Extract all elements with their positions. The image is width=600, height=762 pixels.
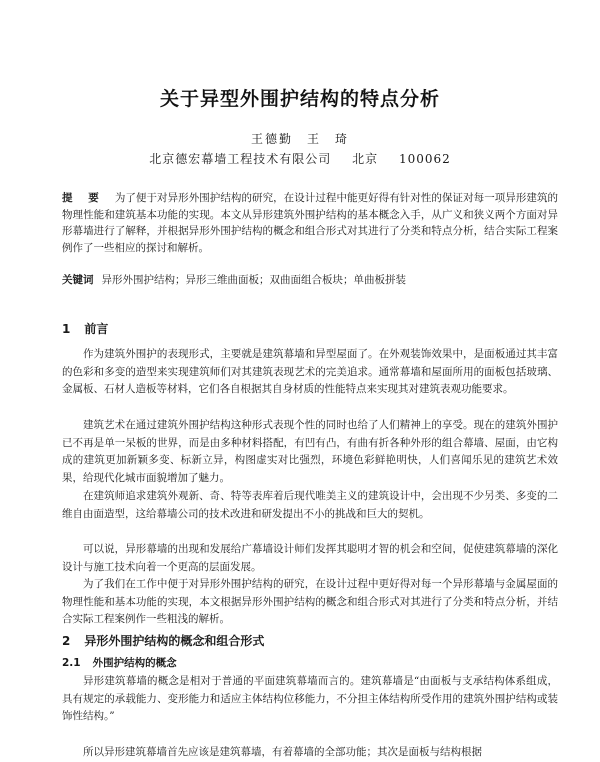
abstract-label: 提 要 <box>62 192 105 204</box>
section-number: 1 <box>62 322 71 336</box>
affiliation-postcode: 100062 <box>398 152 451 166</box>
affiliation-city: 北京 <box>352 152 379 166</box>
section-2-heading <box>62 632 264 649</box>
section-1-paragraph: 在建筑师追求建筑外观新、奇、特等表库着后现代唯美主义的建筑设计中，会出现不少另类、多变的二维自由面造型，这给幕墙公司的技术改进和研发提出不小的挑战和巨大的契机。 <box>62 490 558 520</box>
section-1-paragraph: 作为建筑外围护的表现形式，主要就是建筑幕墙和异型屋面了。在外观装饰效果中，是面板通过其丰富的色彩和多变的造型来实现建筑师们对其建筑表现艺术的完美追求。通常幕墙和屋面所用的面板包括玻璃、金属板、石材人造板等材料，它们各自根据其自身材质的性能特点来实现其对建筑表观功能要求。 <box>62 348 558 395</box>
subsection-number: 2.1 <box>62 657 81 669</box>
paper-affiliation <box>0 150 600 167</box>
section-title: 前言 <box>84 322 109 336</box>
keywords-label: 关键词 <box>62 274 94 286</box>
abstract-text: 为了便于对异形外围护结构的研究，在设计过程中能更好得有针对性的保证对每一项异形建筑的物理性能和建筑基本功能的实现。本文从异形建筑外围护结构的基本概念入手，从广义和狭义两个方面对异形幕墙进行了解释，并根据异形外围护结构的概念和组合形式对其进行了分类和特点分析，结合实际工程案例作了一些相应的探讨和解析。 <box>62 192 559 254</box>
section-2-paragraph: 异形建筑幕墙的概念是相对于普通的平面建筑幕墙而言的。建筑幕墙是“由面板与支承结构体系组成，具有规定的承载能力、变形能力和适应主体结构位移能力，不分担主体结构所受作用的建筑外围护结构或装饰性结构。” <box>62 675 558 722</box>
section-1-paragraph: 建筑艺术在通过建筑外围护结构这种形式表现个性的同时也给了人们精神上的享受。现在的建筑外围护已不再是单一呆板的世界，而是由多种材料搭配，有凹有凸，有曲有折各种外形的组合幕墙、屋面，由它构成的建筑更加新颖多变、标新立异，构图虚实对比强烈，环境色彩鲜艳明快，人们喜闻乐见的建筑艺术效果，给现代化城市面貌增加了魅力。 <box>62 419 558 484</box>
keywords-text: 异形外围护结构；异形三维曲面板；双曲面组合板块；单曲板拼装 <box>101 274 406 286</box>
subsection-title: 外围护结构的概念 <box>92 657 177 669</box>
paper-title: 关于异型外围护结构的特点分析 <box>159 88 440 110</box>
subsection-2-1-heading <box>62 655 177 670</box>
section-1-paragraph: 为了我们在工作中便于对异形外围护结构的研究，在设计过程中更好得对每一个异形幕墙与金属屋面的物理性能和基本功能的实现，本文根据异形外围护结构的概念和组合形式对其进行了分类和特点分析，并结合实际工程案例作一些粗浅的解析。 <box>62 578 558 625</box>
section-title: 异形外围护结构的概念和组合形式 <box>84 634 265 648</box>
section-2-paragraph: 所以异形建筑幕墙首先应该是建筑幕墙，有着幕墙的全部功能；其次是面板与结构根据 <box>83 746 482 758</box>
paper-authors: 王德勤 王 琦 <box>250 132 349 146</box>
section-number: 2 <box>62 634 71 648</box>
abstract <box>62 190 558 256</box>
section-1-paragraph: 可以说，异形幕墙的出现和发展给广幕墙设计师们发挥其聪明才智的机会和空间，促使建筑幕墙的深化设计与施工技术向着一个更高的层面发展。 <box>62 543 558 573</box>
keywords <box>62 272 558 288</box>
section-1-heading <box>62 320 108 337</box>
affiliation-org: 北京德宏幕墙工程技术有限公司 <box>149 152 332 166</box>
